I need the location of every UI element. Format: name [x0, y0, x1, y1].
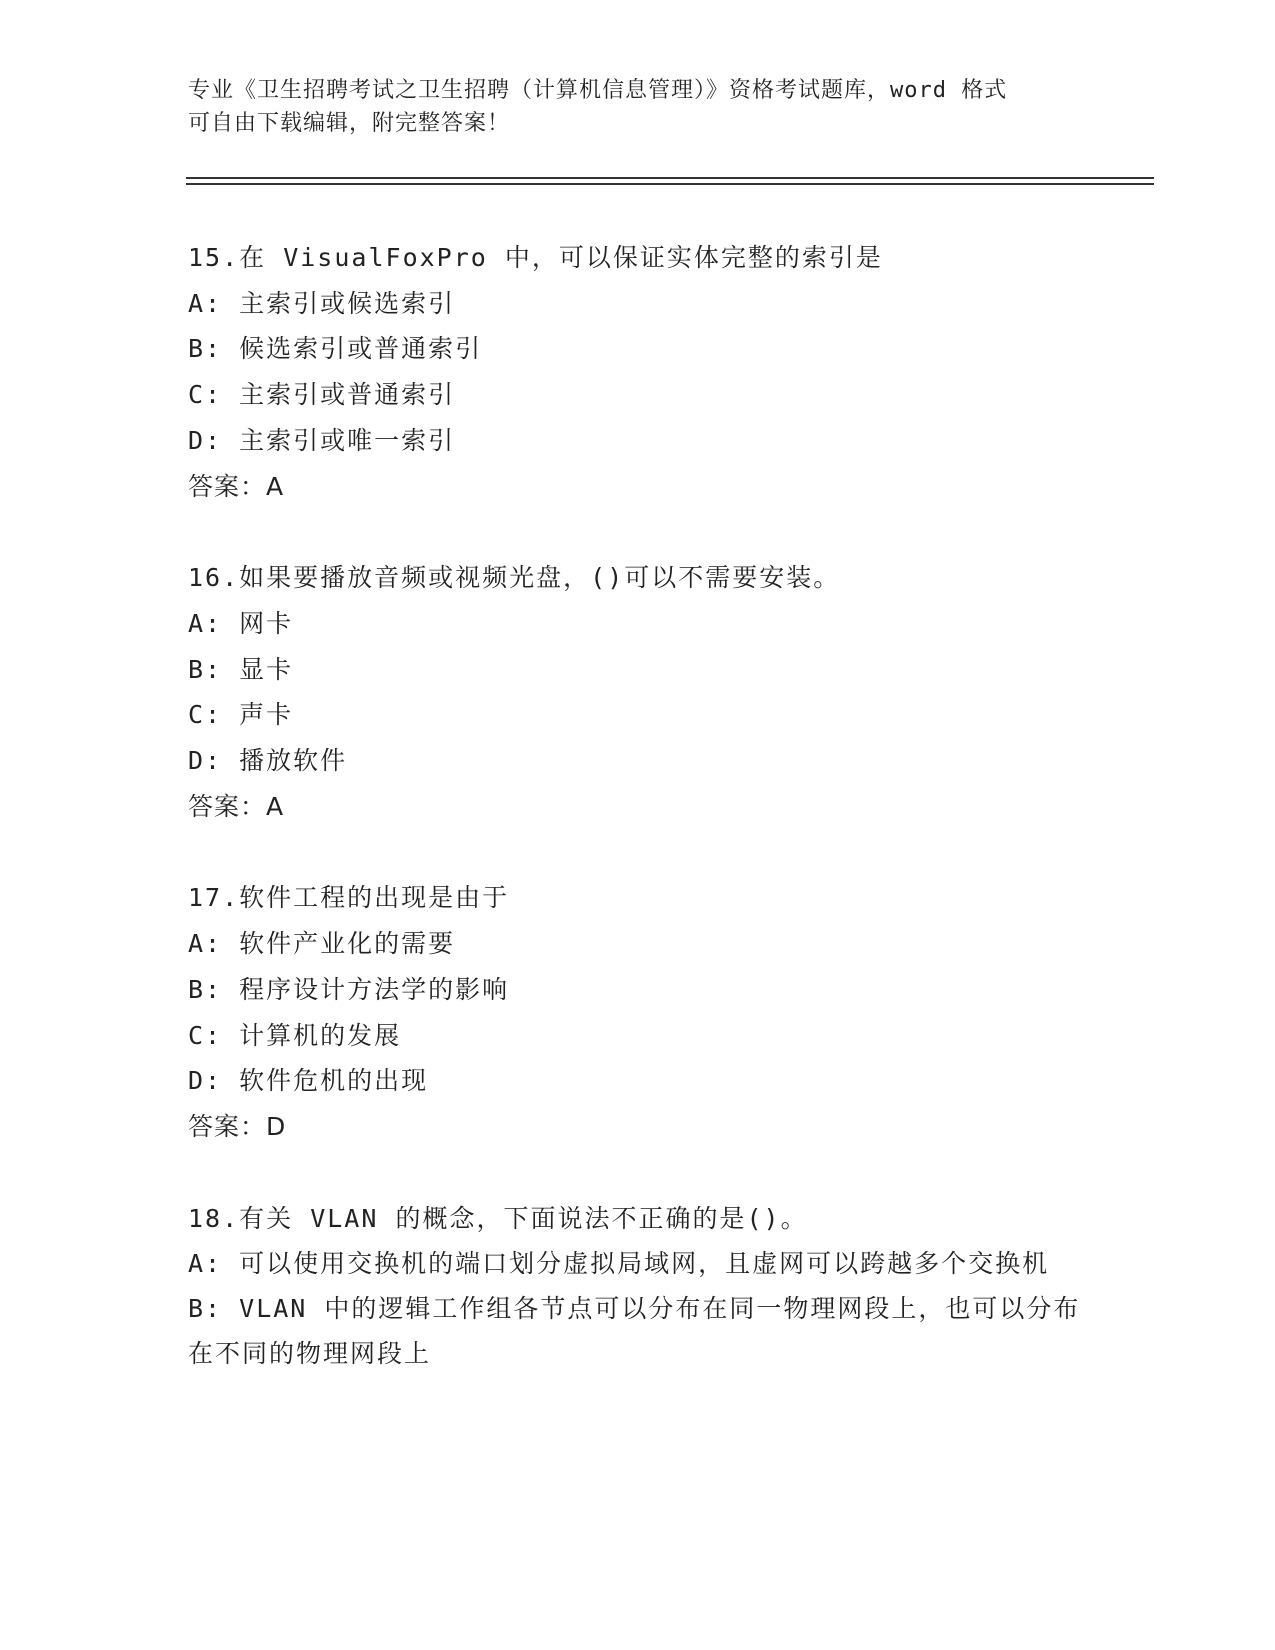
- option-b: B: VLAN 中的逻辑工作组各节点可以分布在同一物理网段上，也可以分布在不同的物理网段上: [188, 1294, 1081, 1369]
- header-rule-bottom: [186, 183, 1154, 185]
- option-d: D: 软件危机的出现: [188, 1066, 429, 1096]
- header-rule-top: [186, 177, 1154, 179]
- question-18: [188, 1196, 1088, 1377]
- option-a: A: 主索引或候选索引: [188, 288, 456, 318]
- option-d: D: 主索引或唯一索引: [188, 425, 456, 455]
- option-b: B: 程序设计方法学的影响: [188, 974, 510, 1004]
- option-a: A: 软件产业化的需要: [188, 929, 456, 959]
- answer: 答案：A: [188, 471, 285, 501]
- option-d: D: 播放软件: [188, 746, 348, 776]
- question-stem: 15.在 VisualFoxPro 中，可以保证实体完整的索引是: [188, 243, 883, 272]
- question-17: [188, 875, 1088, 1149]
- question-list: [188, 235, 1088, 1422]
- answer: 答案：A: [188, 791, 285, 821]
- answer: 答案：D: [188, 1111, 287, 1141]
- option-c: C: 计算机的发展: [188, 1020, 402, 1050]
- question-stem: 16.如果要播放音频或视频光盘，()可以不需要安装。: [188, 563, 841, 593]
- option-a: A: 可以使用交换机的端口划分虚拟局域网，且虚网可以跨越多个交换机: [188, 1249, 1050, 1279]
- option-b: B: 显卡: [188, 654, 294, 684]
- question-stem: 17.软件工程的出现是由于: [188, 883, 510, 913]
- document-header: 专业《卫生招聘考试之卫生招聘（计算机信息管理）》资格考试题库，word 格式 可自由下载编辑，附完整答案！: [188, 78, 1008, 136]
- question-15: [188, 235, 1088, 509]
- option-c: C: 声卡: [188, 700, 294, 730]
- option-b: B: 候选索引或普通索引: [188, 334, 483, 364]
- option-a: A: 网卡: [188, 608, 294, 638]
- question-stem: 18.有关 VLAN 的概念，下面说法不正确的是()。: [188, 1203, 808, 1233]
- option-c: C: 主索引或普通索引: [188, 380, 456, 410]
- question-16: [188, 555, 1088, 829]
